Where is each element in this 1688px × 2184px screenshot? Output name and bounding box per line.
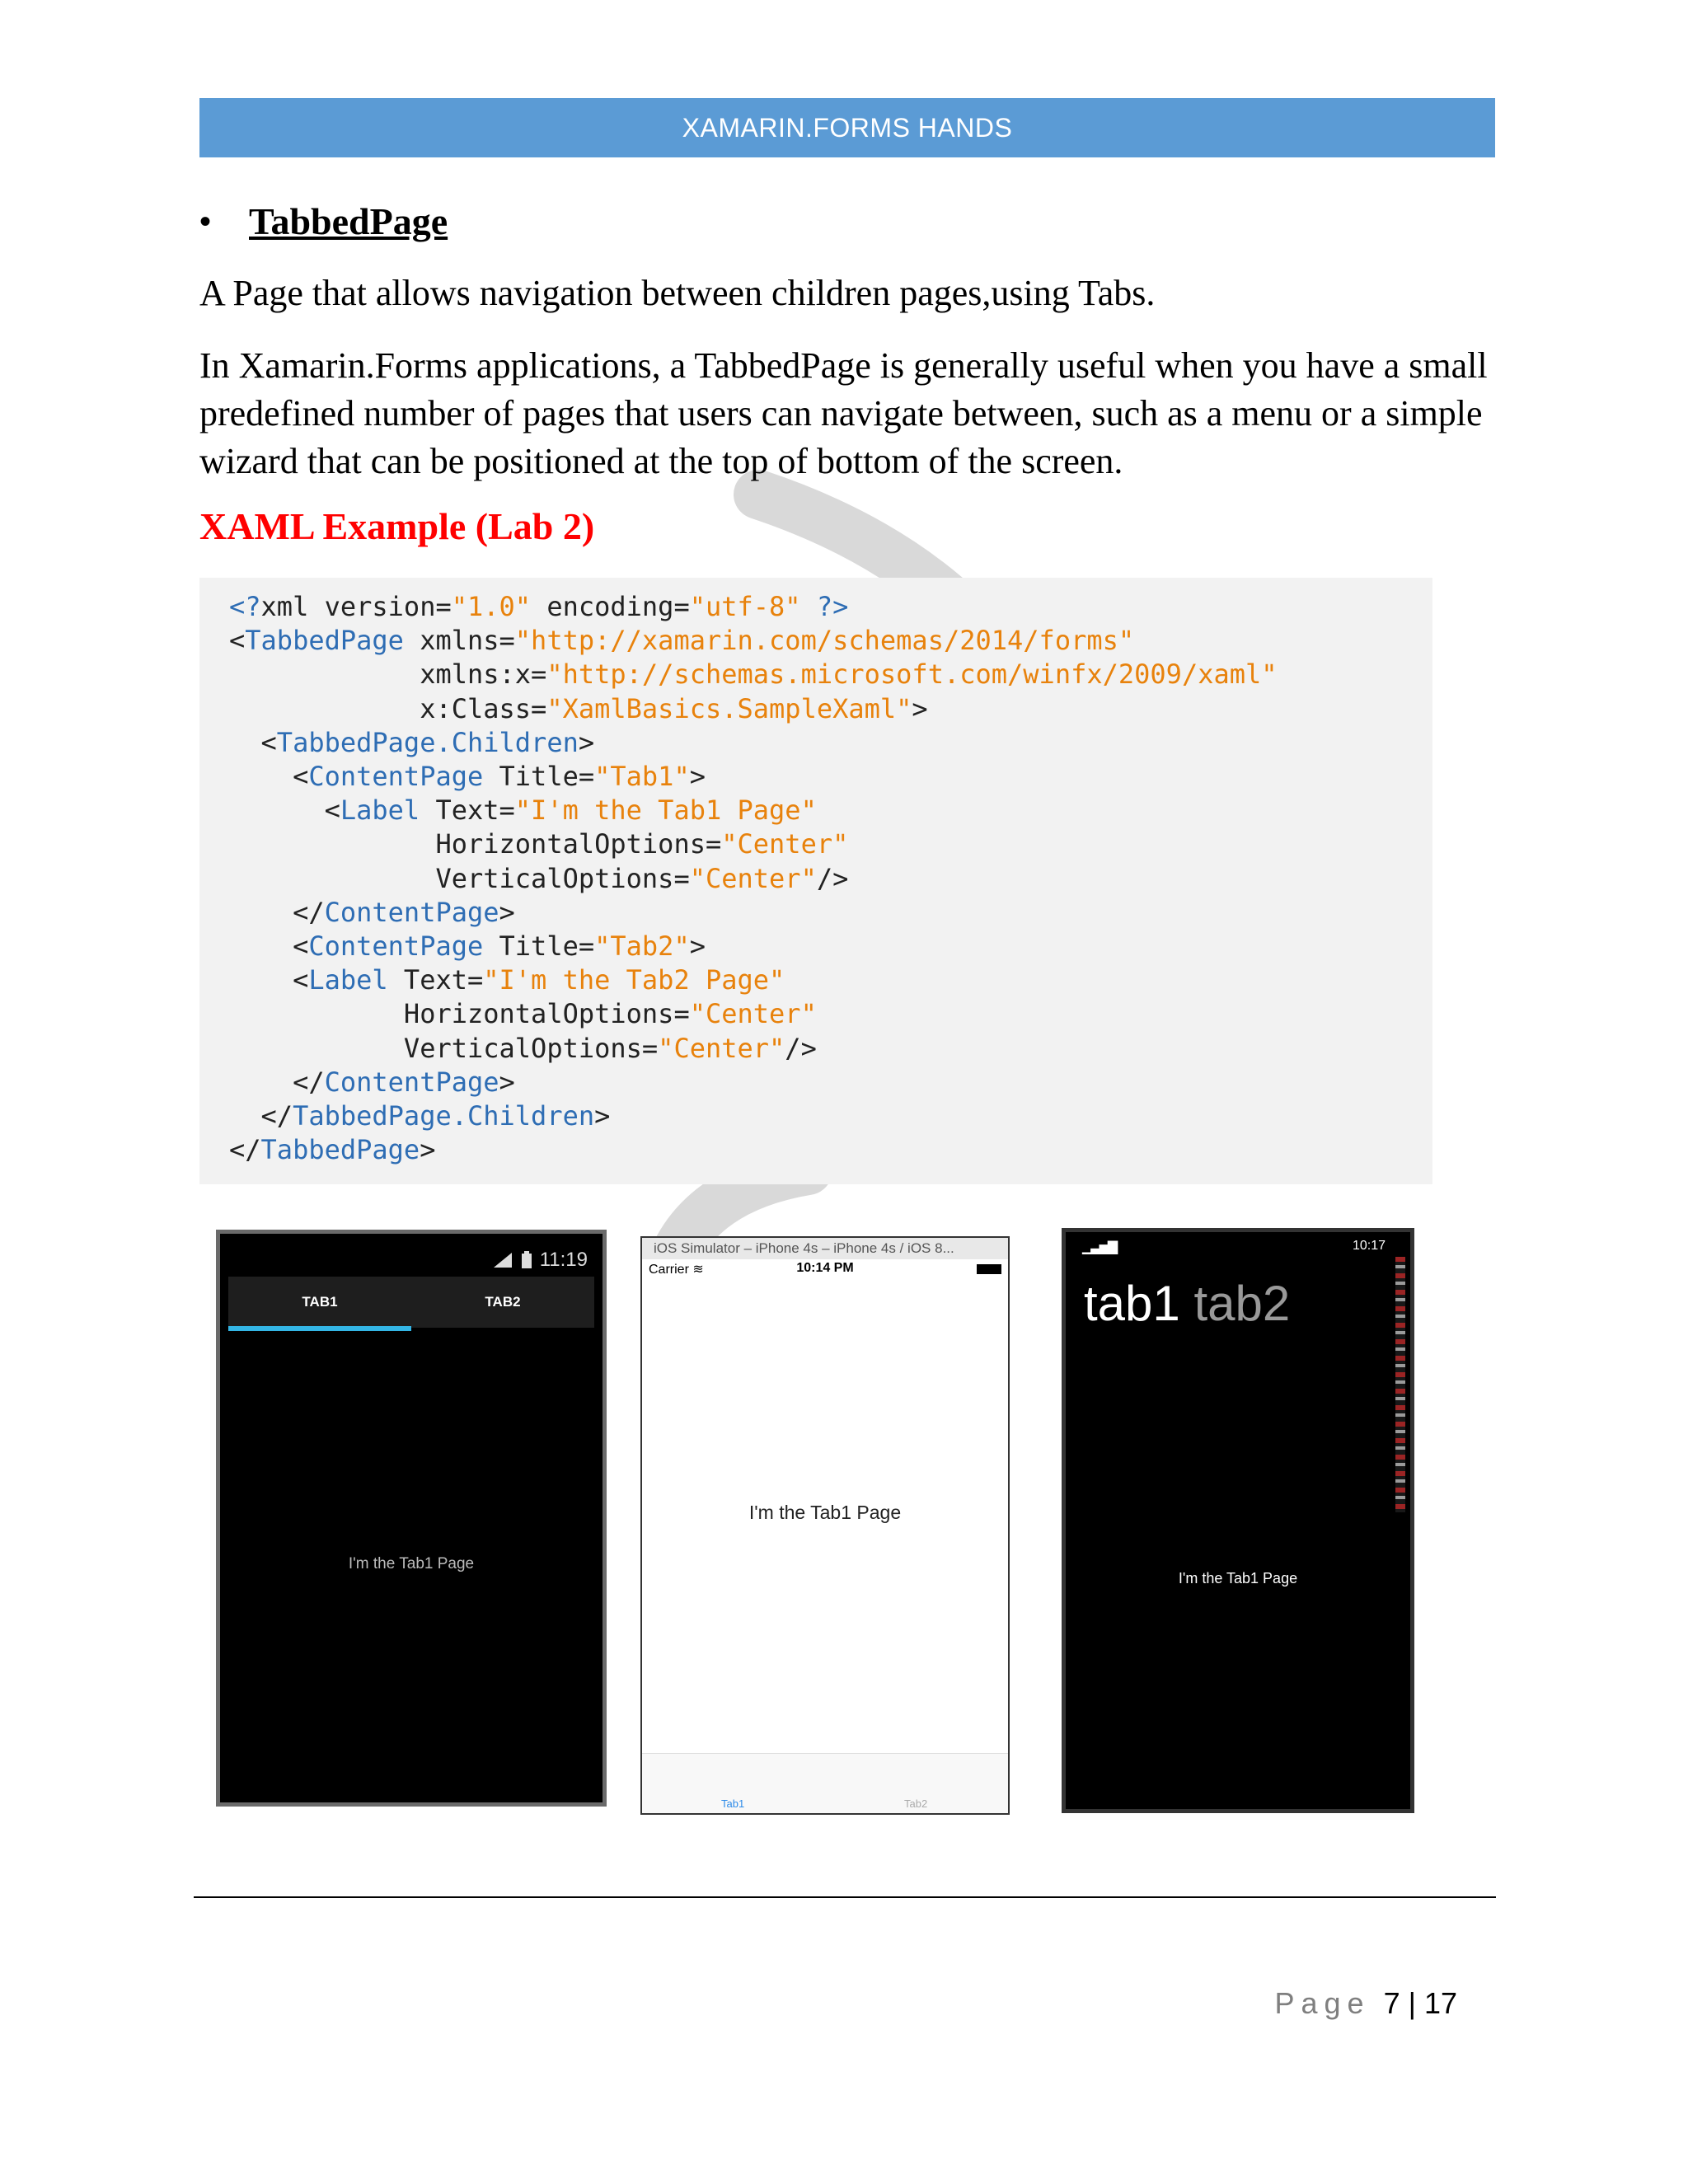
section-title: TabbedPage [249,200,448,242]
android-page-label: I'm the Tab1 Page [348,1555,475,1572]
battery-icon [520,1251,533,1269]
xaml-example-heading: XAML Example (Lab 2) [199,505,595,547]
windows-phone-screenshot [1062,1228,1414,1813]
ios-time: 10:14 PM [796,1261,854,1275]
header-title: XAMARIN.FORMS HANDS [682,112,1013,143]
code-block [199,578,1432,1184]
ios-tab-2: Tab2 [904,1797,928,1810]
signal-icon: ▁▃▅▇ [1082,1240,1117,1254]
android-tab-2: TAB2 [485,1294,521,1310]
page-number: 7 | 17 [1383,1986,1457,2020]
header-bar [199,98,1495,157]
android-status-bar [492,1249,588,1272]
wp-debug-counter [1395,1257,1405,1512]
android-screenshot [216,1230,607,1807]
paragraph-intro: A Page that allows navigation between children pages,using Tabs. [199,273,1156,313]
wp-page-label: I'm the Tab1 Page [1178,1570,1298,1586]
android-tab-1: TAB1 [302,1294,338,1310]
ios-tab-1: Tab1 [721,1797,745,1810]
ios-tab-bar [642,1753,1008,1813]
code-listing: <?xml version="1.0" encoding="utf-8" ?> <TabbedPage xmlns="http://xamarin.com/schemas/2014/forms" xmlns:x="http://schemas.microsoft.com/winfx/2009/xaml" x:Class="XamlBasics.SampleXaml"> <TabbedPage.Children> <ContentPage Title="Tab1"> <Label Text="I'm the Tab1 Page" HorizontalOptions="Center" VerticalOptions="Center"/> </ContentPage> <ContentPage Title="Tab2"> <Label Text="I'm the Tab2 Page" HorizontalOptions="Center" VerticalOptions="Center"/> </ContentPage> </TabbedPage.Children> </TabbedPage> [229,591,1278,1166]
ios-status-bar [642,1261,1008,1279]
wp-tab-2: tab2 [1193,1276,1291,1331]
android-time: 11:19 [539,1249,588,1271]
wp-time: 10:17 [1352,1239,1386,1253]
wp-tab-1: tab1 [1084,1276,1180,1331]
signal-icon [492,1251,513,1269]
wifi-icon: ≋ [692,1263,704,1277]
paragraph-description: In Xamarin.Forms applications, a TabbedPage is generally useful when you have a small predefined number of pages that users can navigate between, such as a menu or a simple wizard that can be positioned at the top of bottom of the screen. [199,345,1488,481]
android-tab-indicator [228,1326,411,1331]
bullet: • [199,203,212,240]
battery-icon [977,1264,1001,1274]
android-tab-bar [228,1277,594,1328]
footer-rule [194,1896,1496,1898]
section-heading [199,199,448,243]
ios-simulator-titlebar: iOS Simulator – iPhone 4s – iPhone 4s / iOS 8... [642,1238,1008,1259]
page-word: Page [1274,1986,1371,2020]
wp-pivot-header [1084,1275,1290,1332]
ios-carrier: Carrier ≋ [649,1263,704,1277]
page-footer [1275,1986,1458,2021]
ios-screenshot [640,1236,1010,1815]
ios-page-label: I'm the Tab1 Page [748,1502,902,1523]
